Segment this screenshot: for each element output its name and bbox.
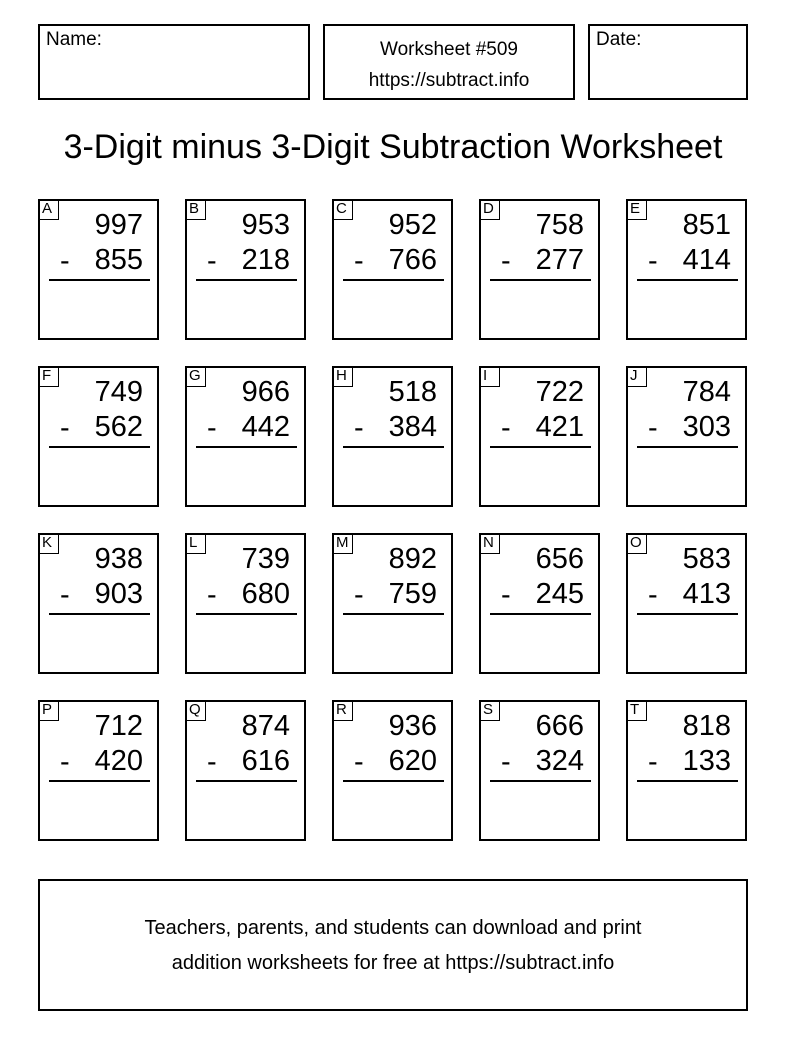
- minuend: 784: [682, 376, 731, 408]
- subtrahend: 133: [682, 745, 731, 777]
- answer-line: [49, 780, 150, 782]
- problem-box[interactable]: [626, 199, 747, 340]
- worksheet-info-box: [323, 24, 575, 100]
- subtrahend: 759: [388, 578, 437, 610]
- minuend: 758: [535, 209, 584, 241]
- subtrahend: 903: [94, 578, 143, 610]
- minuend: 583: [682, 543, 731, 575]
- problem-letter: R: [332, 700, 353, 721]
- answer-line: [490, 780, 591, 782]
- date-field[interactable]: [588, 24, 748, 100]
- minus-sign: -: [354, 579, 364, 611]
- minuend: 722: [535, 376, 584, 408]
- subtrahend: 414: [682, 244, 731, 276]
- problem-box[interactable]: [38, 533, 159, 674]
- problem-letter: G: [185, 366, 206, 387]
- answer-line: [490, 613, 591, 615]
- subtrahend: 442: [241, 411, 290, 443]
- problem-box[interactable]: [626, 700, 747, 841]
- problem-letter: D: [479, 199, 500, 220]
- problem-box[interactable]: [479, 533, 600, 674]
- minuend: 874: [241, 710, 290, 742]
- minuend: 966: [241, 376, 290, 408]
- answer-line: [196, 279, 297, 281]
- problem-letter: M: [332, 533, 353, 554]
- subtrahend: 245: [535, 578, 584, 610]
- problem-box[interactable]: [626, 533, 747, 674]
- answer-line: [196, 613, 297, 615]
- name-label: Name:: [46, 29, 102, 50]
- minuend: 892: [388, 543, 437, 575]
- problem-letter: L: [185, 533, 206, 554]
- subtrahend: 384: [388, 411, 437, 443]
- name-field[interactable]: [38, 24, 310, 100]
- problem-box[interactable]: [185, 199, 306, 340]
- answer-line: [637, 613, 738, 615]
- minuend: 656: [535, 543, 584, 575]
- problem-box[interactable]: [38, 366, 159, 507]
- minus-sign: -: [648, 245, 658, 277]
- problem-letter: P: [38, 700, 59, 721]
- subtrahend: 277: [535, 244, 584, 276]
- minuend: 666: [535, 710, 584, 742]
- problem-letter: F: [38, 366, 59, 387]
- minuend: 997: [94, 209, 143, 241]
- problem-letter: Q: [185, 700, 206, 721]
- subtrahend: 413: [682, 578, 731, 610]
- subtrahend: 324: [535, 745, 584, 777]
- minus-sign: -: [60, 245, 70, 277]
- minus-sign: -: [501, 412, 511, 444]
- minuend: 953: [241, 209, 290, 241]
- minuend: 712: [94, 710, 143, 742]
- answer-line: [49, 279, 150, 281]
- answer-line: [196, 780, 297, 782]
- footer-line-2: addition worksheets for free at https://subtract.info: [171, 952, 615, 974]
- minuend: 952: [388, 209, 437, 241]
- problem-box[interactable]: [479, 700, 600, 841]
- minus-sign: -: [207, 746, 217, 778]
- footer-line-1: Teachers, parents, and students can download and print: [144, 917, 642, 939]
- minus-sign: -: [648, 746, 658, 778]
- minuend: 936: [388, 710, 437, 742]
- minus-sign: -: [648, 412, 658, 444]
- problem-box[interactable]: [332, 533, 453, 674]
- problem-box[interactable]: [332, 199, 453, 340]
- date-label: Date:: [596, 29, 642, 50]
- answer-line: [490, 446, 591, 448]
- subtrahend: 420: [94, 745, 143, 777]
- answer-line: [49, 613, 150, 615]
- problem-box[interactable]: [38, 700, 159, 841]
- minuend: 851: [682, 209, 731, 241]
- minus-sign: -: [501, 746, 511, 778]
- minus-sign: -: [648, 579, 658, 611]
- minus-sign: -: [60, 412, 70, 444]
- minus-sign: -: [354, 412, 364, 444]
- answer-line: [637, 446, 738, 448]
- minuend: 749: [94, 376, 143, 408]
- subtrahend: 303: [682, 411, 731, 443]
- answer-line: [343, 613, 444, 615]
- problem-letter: O: [626, 533, 647, 554]
- minuend: 938: [94, 543, 143, 575]
- answer-line: [343, 780, 444, 782]
- subtrahend: 680: [241, 578, 290, 610]
- answer-line: [196, 446, 297, 448]
- problem-letter: E: [626, 199, 647, 220]
- subtrahend: 855: [94, 244, 143, 276]
- answer-line: [490, 279, 591, 281]
- problem-letter: B: [185, 199, 206, 220]
- worksheet-url: https://subtract.info: [368, 70, 530, 91]
- problem-box[interactable]: [332, 366, 453, 507]
- problem-letter: C: [332, 199, 353, 220]
- subtrahend: 562: [94, 411, 143, 443]
- answer-line: [49, 446, 150, 448]
- problem-letter: I: [479, 366, 500, 387]
- problem-box[interactable]: [332, 700, 453, 841]
- answer-line: [343, 279, 444, 281]
- problem-box[interactable]: [185, 700, 306, 841]
- answer-line: [637, 279, 738, 281]
- problem-letter: J: [626, 366, 647, 387]
- problem-box[interactable]: [185, 366, 306, 507]
- answer-line: [637, 780, 738, 782]
- subtrahend: 616: [241, 745, 290, 777]
- problem-letter: T: [626, 700, 647, 721]
- problem-box[interactable]: [479, 199, 600, 340]
- problem-letter: S: [479, 700, 500, 721]
- minus-sign: -: [207, 412, 217, 444]
- problem-box[interactable]: [626, 366, 747, 507]
- problem-letter: A: [38, 199, 59, 220]
- answer-line: [343, 446, 444, 448]
- minus-sign: -: [60, 746, 70, 778]
- subtrahend: 421: [535, 411, 584, 443]
- worksheet-number: Worksheet #509: [379, 39, 518, 60]
- minus-sign: -: [207, 245, 217, 277]
- problem-box[interactable]: [479, 366, 600, 507]
- page-title: 3-Digit minus 3-Digit Subtraction Worksheet: [63, 128, 723, 166]
- minuend: 739: [241, 543, 290, 575]
- problem-box[interactable]: [185, 533, 306, 674]
- subtrahend: 766: [388, 244, 437, 276]
- problem-letter: H: [332, 366, 353, 387]
- minuend: 518: [388, 376, 437, 408]
- subtrahend: 218: [241, 244, 290, 276]
- minus-sign: -: [354, 746, 364, 778]
- minus-sign: -: [354, 245, 364, 277]
- problem-box[interactable]: [38, 199, 159, 340]
- footer-box: [38, 879, 748, 1011]
- minus-sign: -: [60, 579, 70, 611]
- problem-letter: N: [479, 533, 500, 554]
- problem-letter: K: [38, 533, 59, 554]
- subtrahend: 620: [388, 745, 437, 777]
- minus-sign: -: [501, 245, 511, 277]
- minuend: 818: [682, 710, 731, 742]
- minus-sign: -: [501, 579, 511, 611]
- minus-sign: -: [207, 579, 217, 611]
